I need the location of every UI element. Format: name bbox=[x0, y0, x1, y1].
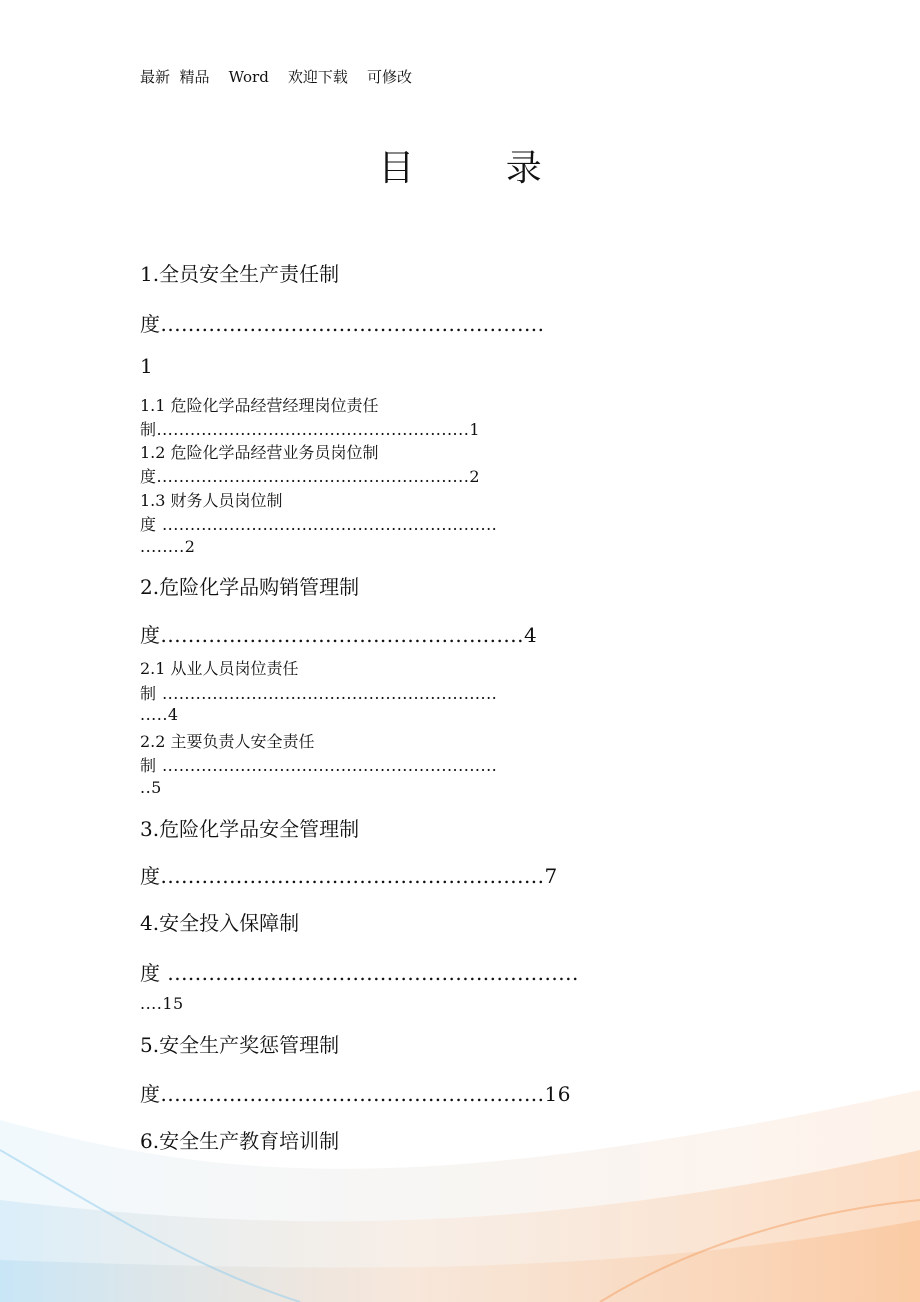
toc-entry-1-1-title[interactable]: 1.1 危险化学品经营经理岗位责任 bbox=[140, 396, 379, 415]
toc-entry-3-title[interactable]: 3.危险化学品安全管理制 bbox=[140, 817, 360, 841]
toc-entry-6-title[interactable]: 6.安全生产教育培训制 bbox=[140, 1129, 340, 1153]
toc-entry-1-2-title[interactable]: 1.2 危险化学品经营业务员岗位制 bbox=[140, 443, 379, 462]
toc-entry-2-2-leader[interactable]: 制 ............................................................ bbox=[140, 756, 498, 775]
toc-entry-4-page[interactable]: ....15 bbox=[140, 994, 184, 1013]
toc-entry-2-2-title[interactable]: 2.2 主要负责人安全责任 bbox=[140, 732, 315, 751]
toc-entry-1-2-leader[interactable]: 度........................................................2 bbox=[140, 467, 480, 486]
toc-entry-1-title[interactable]: 1.全员安全生产责任制 bbox=[140, 262, 340, 286]
toc-entry-4-title[interactable]: 4.安全投入保障制 bbox=[140, 911, 300, 935]
toc-entry-1-1-leader[interactable]: 制........................................................1 bbox=[140, 420, 480, 439]
toc-entry-5-leader[interactable]: 度........................................................16 bbox=[140, 1082, 571, 1106]
toc-entry-2-1-page[interactable]: .....4 bbox=[140, 705, 179, 724]
toc-entry-2-1-title[interactable]: 2.1 从业人员岗位责任 bbox=[140, 659, 299, 678]
toc-entry-1-3-title[interactable]: 1.3 财务人员岗位制 bbox=[140, 491, 283, 510]
toc-entry-1-3-leader[interactable]: 度 ............................................................ bbox=[140, 515, 498, 534]
toc-entry-1-page[interactable]: 1 bbox=[140, 354, 153, 378]
toc-entry-2-leader[interactable]: 度.....................................................4 bbox=[140, 623, 538, 647]
page-header: 最新 精品 Word 欢迎下载 可修改 bbox=[140, 68, 412, 86]
toc-entry-2-2-page[interactable]: ..5 bbox=[140, 778, 162, 797]
page-title: 目 录 bbox=[378, 148, 582, 189]
toc-entry-2-1-leader[interactable]: 制 ............................................................ bbox=[140, 684, 498, 703]
toc-entry-2-title[interactable]: 2.危险化学品购销管理制 bbox=[140, 575, 360, 599]
toc-entry-3-leader[interactable]: 度........................................................7 bbox=[140, 864, 558, 888]
toc-entry-4-leader[interactable]: 度 ............................................................ bbox=[140, 961, 579, 985]
toc-entry-1-leader[interactable]: 度........................................................ bbox=[140, 312, 545, 336]
toc-entry-5-title[interactable]: 5.安全生产奖惩管理制 bbox=[140, 1033, 340, 1057]
toc-entry-1-3-page[interactable]: ........2 bbox=[140, 537, 196, 556]
